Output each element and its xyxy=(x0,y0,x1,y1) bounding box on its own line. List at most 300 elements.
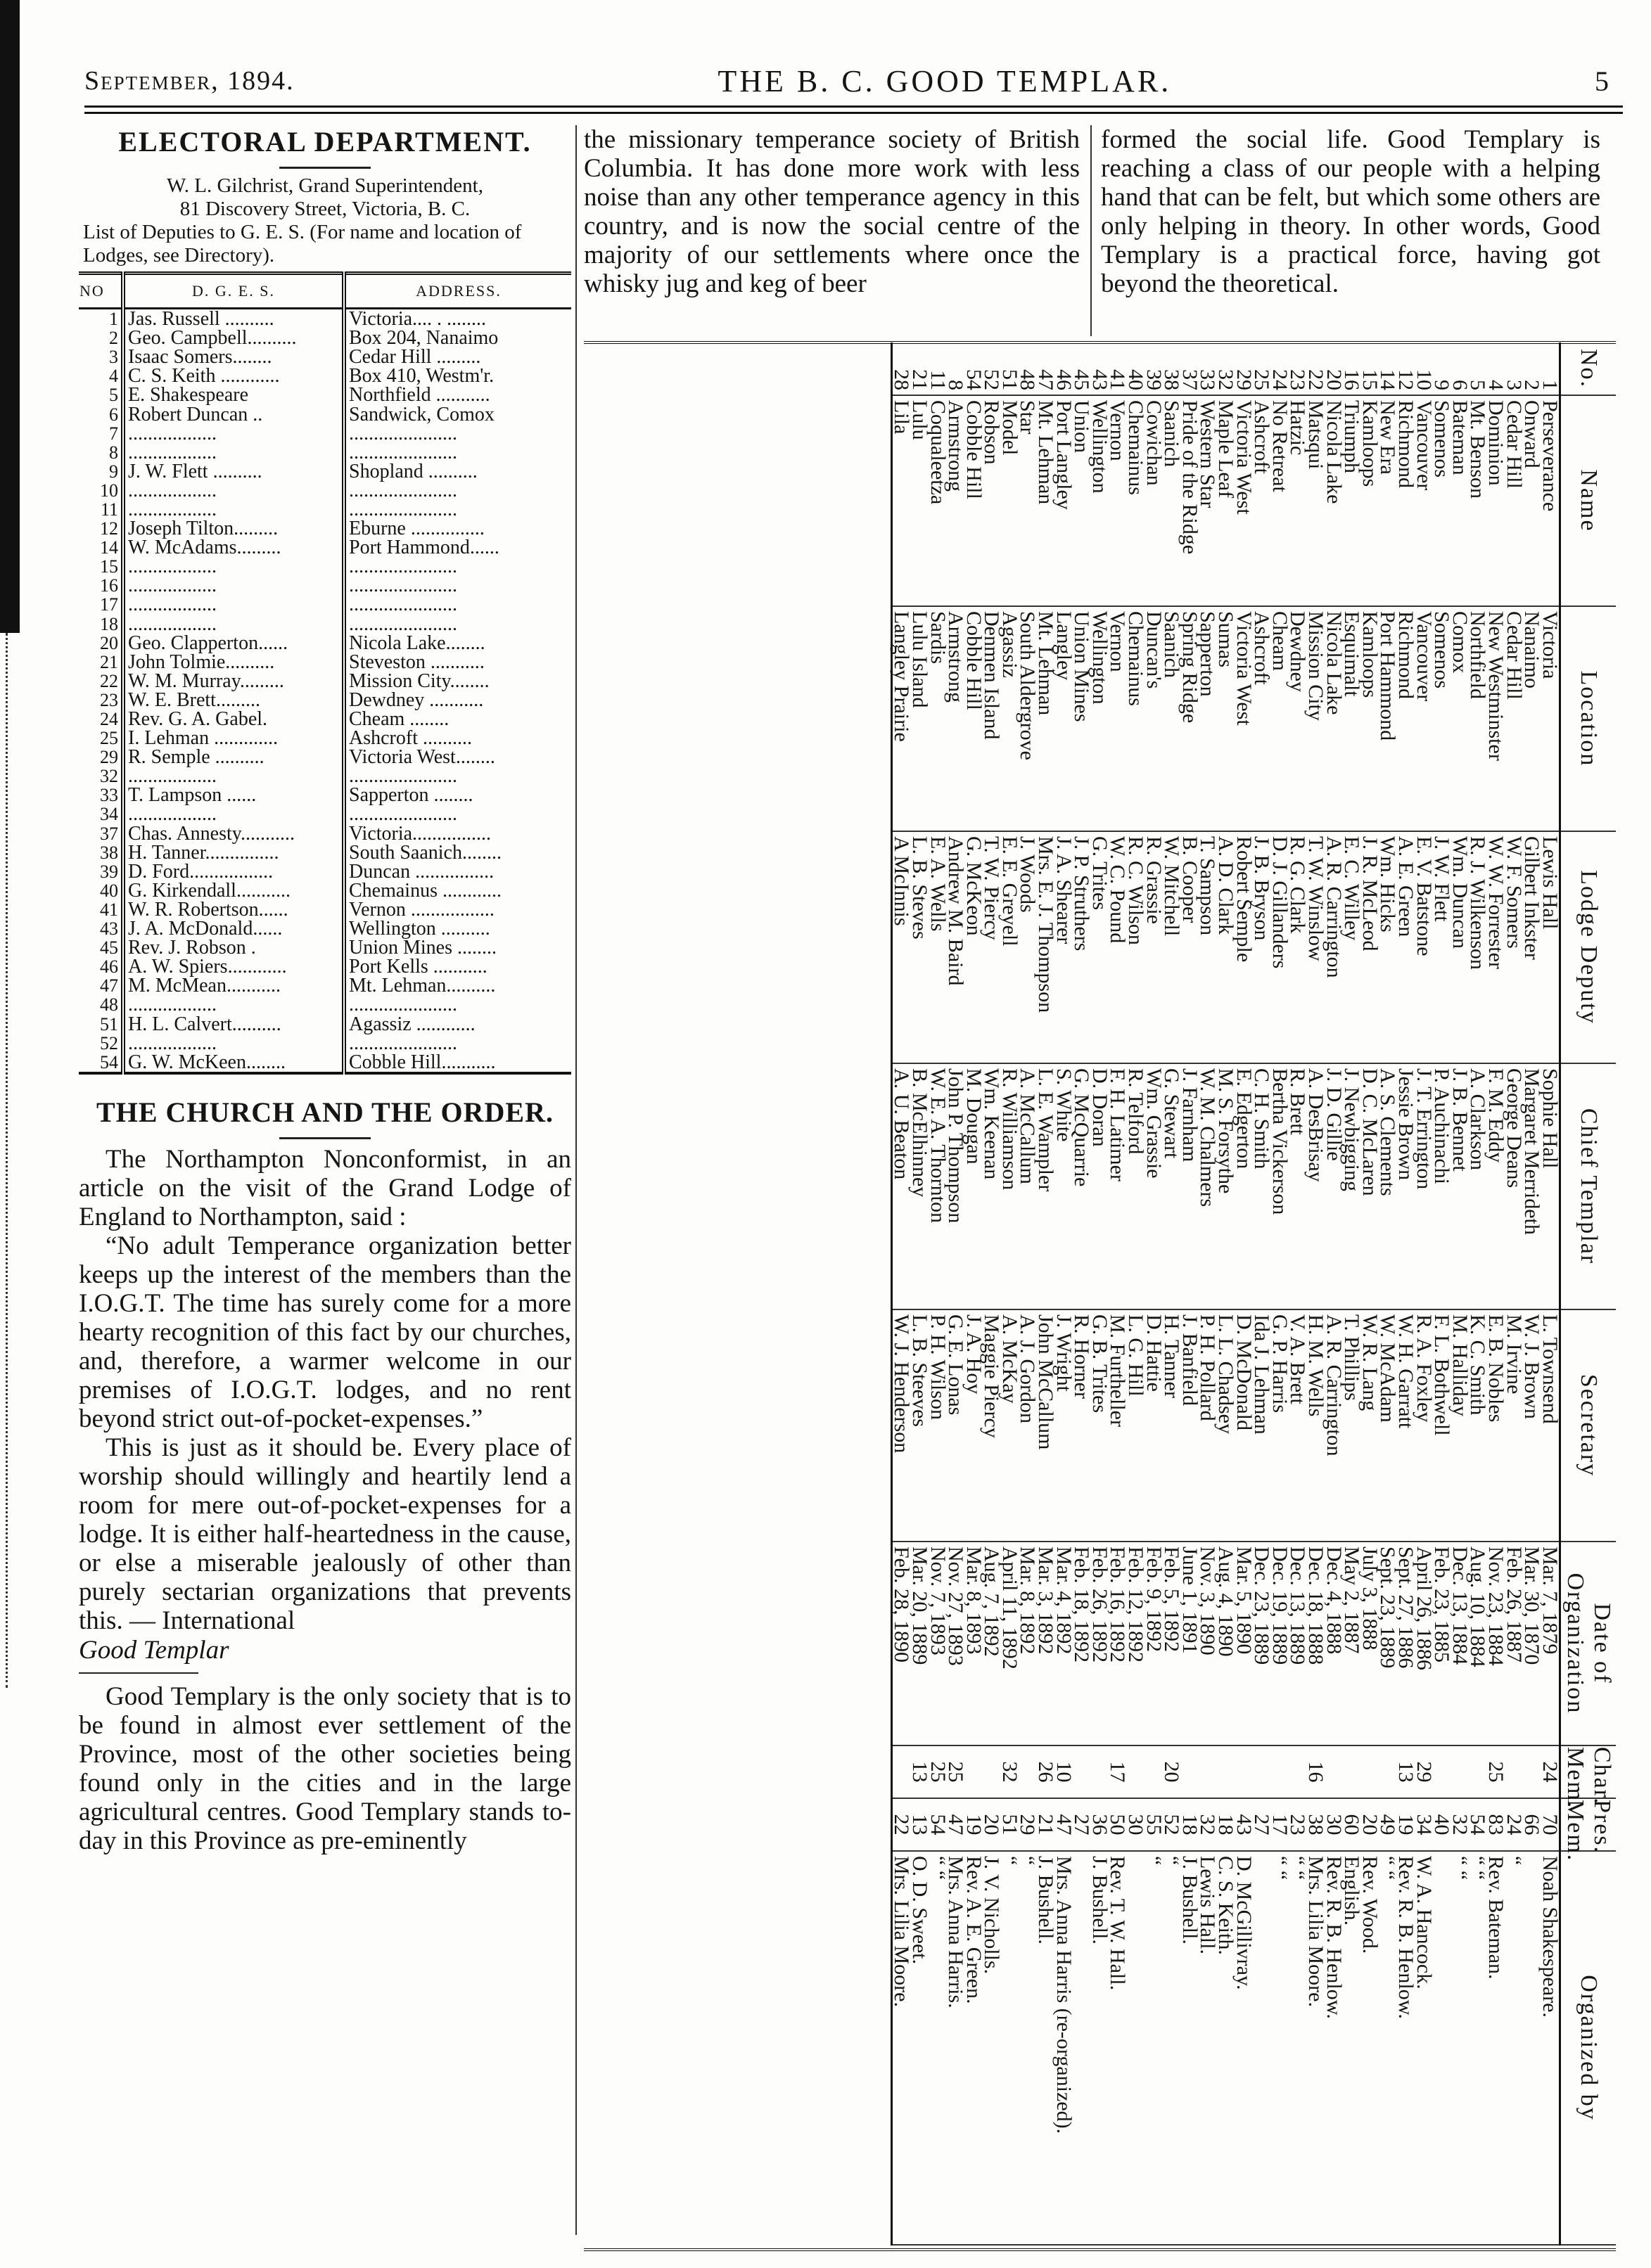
deputy-number: 41 xyxy=(79,900,123,919)
organization-date: Dec. 18, 1888 xyxy=(1307,1542,1325,1745)
deputy-number: 2 xyxy=(79,328,123,347)
lodge-deputy: B. Cooper xyxy=(1181,831,1199,1063)
lodge-row xyxy=(1415,342,1433,2245)
lodge-name: Triumph xyxy=(1343,395,1361,606)
deputy-row xyxy=(79,748,571,767)
deputy-address: Chemainus ............ xyxy=(349,879,502,902)
deputy-address: ...................... xyxy=(349,556,457,578)
secretary: R. Horner xyxy=(1073,1309,1091,1542)
deputy-row xyxy=(79,1034,571,1053)
deputy-row xyxy=(79,557,571,576)
present-members: 51 xyxy=(1001,1798,1019,1851)
organization-date: Feb. 12, 1892 xyxy=(1127,1542,1145,1745)
chief-templar: A. Clarkson xyxy=(1469,1063,1487,1309)
chief-templar: J. B. Bennet xyxy=(1451,1063,1469,1309)
organized-by: W. A. Hancock. xyxy=(1415,1851,1433,2245)
organized-by xyxy=(1127,1851,1145,2245)
charter-members xyxy=(1253,1745,1271,1798)
lodge-row xyxy=(1127,342,1145,2245)
deputy-address: ...................... xyxy=(349,594,457,616)
chief-templar: Sophie Hall xyxy=(1541,1063,1560,1309)
lodge-row xyxy=(1325,342,1343,2245)
chief-templar: D. Doran xyxy=(1091,1063,1109,1309)
lodge-location: Kamloops xyxy=(1360,606,1379,831)
deputy-name: .................. xyxy=(123,557,344,576)
deputy-address: Cobble Hill........... xyxy=(344,1053,571,1073)
deputy-number: 16 xyxy=(79,576,123,595)
charter-members: 26 xyxy=(1037,1745,1055,1798)
lodge-directory-rotated xyxy=(585,342,1616,2245)
chief-templar: J. Farnham xyxy=(1181,1063,1199,1309)
present-members: 22 xyxy=(892,1798,911,1851)
deputies-note: List of Deputies to G. E. S. (For name and location of Lodges, see Directory). xyxy=(83,221,522,267)
lodge-row xyxy=(1181,342,1199,2245)
deputy-number: 18 xyxy=(79,615,123,634)
deputies-table xyxy=(79,271,571,1075)
chief-templar: R. Telford xyxy=(1127,1063,1145,1309)
charter-members: 32 xyxy=(1001,1745,1019,1798)
organized-by xyxy=(1433,1851,1451,2245)
deputy-row xyxy=(79,519,571,538)
lodge-location: Richmond xyxy=(1397,606,1415,831)
deputy-name: W. E. Brett......... xyxy=(123,691,344,710)
organized-by: “ xyxy=(1001,1851,1019,2245)
secretary: A. R. Carrington xyxy=(1325,1309,1343,1542)
charter-members xyxy=(1199,1745,1217,1798)
organized-by: “ xyxy=(1145,1851,1163,2245)
lodge-location: Nicola Lake xyxy=(1325,606,1343,831)
organization-date: Dec. 13, 1889 xyxy=(1289,1542,1307,1745)
lodge-location: Vancouver xyxy=(1415,606,1433,831)
deputy-number: 38 xyxy=(79,843,123,862)
deputy-number: 48 xyxy=(79,995,123,1014)
present-members: 19 xyxy=(1397,1798,1415,1851)
deputy-address: Mt. Lehman.......... xyxy=(349,975,496,997)
deputy-name: .................. xyxy=(123,805,344,824)
present-members: 60 xyxy=(1343,1798,1361,1851)
lodge-name: Maple Leaf xyxy=(1217,395,1235,606)
organized-by xyxy=(1253,1851,1271,2245)
deputy-number: 40 xyxy=(79,881,123,900)
deputy-number: 9 xyxy=(79,462,123,481)
chief-templar: R. Williamson xyxy=(1001,1063,1019,1309)
organization-date: Feb. 9, 1892 xyxy=(1145,1542,1163,1745)
organized-by: O. D. Sweet. xyxy=(911,1851,929,2245)
lodge-deputy: G. Trites xyxy=(1091,831,1109,1063)
charter-members xyxy=(1325,1745,1343,1798)
present-members: 20 xyxy=(1360,1798,1379,1851)
lodge-deputy: E. V. Batstone xyxy=(1415,831,1433,1063)
lodge-location: Spring Ridge xyxy=(1181,606,1199,831)
page-number: 5 xyxy=(1594,65,1609,97)
deputy-name: .................. xyxy=(123,443,344,462)
present-members: 21 xyxy=(1037,1798,1055,1851)
secretary: P. H. Pollard xyxy=(1199,1309,1217,1542)
deputy-number: 23 xyxy=(79,691,123,710)
organized-by: “ “ xyxy=(1379,1851,1397,2245)
deputy-number: 34 xyxy=(79,805,123,824)
deputy-address: Cedar Hill ......... xyxy=(349,346,481,369)
lodge-row xyxy=(1073,342,1091,2245)
lodge-name: No Retreat xyxy=(1271,395,1289,606)
page-header xyxy=(84,56,1609,105)
lodge-number: 20 xyxy=(1325,342,1343,395)
deputy-name: E. Shakespeare xyxy=(123,385,344,404)
deputy-address: Victoria.... . ........ xyxy=(349,308,487,331)
lodge-col-header: Secretary xyxy=(1560,1309,1617,1542)
present-members: 20 xyxy=(983,1798,1001,1851)
deputy-address: Duncan ................ xyxy=(349,860,495,883)
deputy-number: 4 xyxy=(79,366,123,385)
deputy-row xyxy=(79,710,571,729)
organization-date: Mar. 8, 1892 xyxy=(1019,1542,1037,1745)
lodge-name: Mt. Benson xyxy=(1469,395,1487,606)
lodge-deputy: A McInnis xyxy=(892,831,911,1063)
lodge-location: Sumas xyxy=(1217,606,1235,831)
lodge-name: Kamloops xyxy=(1360,395,1379,606)
deputy-name: .................. xyxy=(123,995,344,1014)
lodge-number: 54 xyxy=(964,342,983,395)
lodge-name: Dominion xyxy=(1487,395,1505,606)
deputy-row xyxy=(79,843,571,862)
organized-by: “ “ xyxy=(1469,1851,1487,2245)
present-members: 27 xyxy=(1253,1798,1271,1851)
lodge-row xyxy=(1360,342,1379,2245)
deputy-address: ...................... xyxy=(349,803,457,826)
secretary: W. J. Henderson xyxy=(892,1309,911,1542)
lodge-location: Victoria West xyxy=(1235,606,1253,831)
organization-date: Feb. 18, 1892 xyxy=(1073,1542,1091,1745)
deputy-address: ...................... xyxy=(349,498,457,520)
deputy-address: Ashcroft .......... xyxy=(349,727,472,750)
present-members: 30 xyxy=(1127,1798,1145,1851)
chief-templar: C. H. Smith xyxy=(1253,1063,1271,1309)
organization-date: Nov. 3, 1890 xyxy=(1199,1542,1217,1745)
deputy-row xyxy=(79,672,571,691)
chief-templar: A. DesBrisay xyxy=(1307,1063,1325,1309)
deputy-row xyxy=(79,500,571,519)
chief-templar: W. M. Chalmers xyxy=(1199,1063,1217,1309)
deputy-address: ...................... xyxy=(349,613,457,635)
present-members: 40 xyxy=(1433,1798,1451,1851)
lodge-name: Pride of the Ridge xyxy=(1181,395,1199,606)
lodge-name: Armstrong xyxy=(947,395,965,606)
lodge-deputy: Mrs. E. J. Thompson xyxy=(1037,831,1055,1063)
lodge-col-header: Date of Organization xyxy=(1560,1542,1617,1745)
secretary: L. G. Hill xyxy=(1127,1309,1145,1542)
chief-templar: D. C. McLaren xyxy=(1360,1063,1379,1309)
lodge-name: Nicola Lake xyxy=(1325,395,1343,606)
deputy-number: 43 xyxy=(79,919,123,938)
deputy-number: 12 xyxy=(79,519,123,538)
organized-by: Rev. A. E. Green. xyxy=(964,1851,983,2245)
charter-members: 13 xyxy=(1397,1745,1415,1798)
column-rule-left xyxy=(575,125,577,2235)
lodge-location: Lulu Island xyxy=(911,606,929,831)
deputy-address: Union Mines ........ xyxy=(349,937,497,959)
lodge-location: Armstrong xyxy=(947,606,965,831)
present-members: 29 xyxy=(1019,1798,1037,1851)
chief-templar: L. E. Wampler xyxy=(1037,1063,1055,1309)
deputy-name: G. W. McKeen........ xyxy=(123,1053,344,1073)
lodge-name: Lila xyxy=(892,395,911,606)
deputy-number: 11 xyxy=(79,500,123,519)
chief-templar: M. Dougan xyxy=(964,1063,983,1309)
lodge-deputy: T. Sampson xyxy=(1199,831,1217,1063)
lodge-name: Richmond xyxy=(1397,395,1415,606)
deputy-name: W. M. Murray......... xyxy=(123,672,344,691)
lodge-name: Saanich xyxy=(1163,395,1181,606)
lodge-row xyxy=(911,342,929,2245)
deputy-number: 46 xyxy=(79,957,123,976)
lodge-deputy: T. W. Piercy xyxy=(983,831,1001,1063)
lodge-col-header: No. xyxy=(1560,342,1617,395)
deputy-row xyxy=(79,900,571,919)
lodge-row xyxy=(1433,342,1451,2245)
deputy-row xyxy=(79,347,571,366)
secretary: G. P. Harris xyxy=(1271,1309,1289,1542)
present-members: 36 xyxy=(1091,1798,1109,1851)
deputy-row xyxy=(79,786,571,805)
deputy-row xyxy=(79,1053,571,1073)
lodge-number: 10 xyxy=(1415,342,1433,395)
deputy-number: 45 xyxy=(79,938,123,957)
left-column xyxy=(79,125,571,2235)
lodge-table xyxy=(891,342,1616,2245)
organized-by: Mrs. Anna Harris. xyxy=(947,1851,965,2245)
lodge-number: 23 xyxy=(1289,342,1307,395)
secretary: Ida J. Lehman xyxy=(1253,1309,1271,1542)
lodge-number: 2 xyxy=(1523,342,1541,395)
chief-templar: B. McElhinney xyxy=(911,1063,929,1309)
deputy-number: 3 xyxy=(79,347,123,366)
secretary: H. M. Wells xyxy=(1307,1309,1325,1542)
deputy-name: T. Lampson ...... xyxy=(123,786,344,805)
lodge-name: Ashcroft xyxy=(1253,395,1271,606)
lodge-deputy: E. A. Wells xyxy=(929,831,947,1063)
deputy-number: 22 xyxy=(79,672,123,691)
charter-members: 25 xyxy=(929,1745,947,1798)
deputy-address: ...................... xyxy=(349,441,457,463)
deputy-name: W. R. Robertson...... xyxy=(123,900,344,919)
organization-date: Mar. 8, 1893 xyxy=(964,1542,983,1745)
lodge-location: Esquimalt xyxy=(1343,606,1361,831)
deputy-name: I. Lehman ............. xyxy=(123,729,344,748)
lodge-number: 15 xyxy=(1360,342,1379,395)
deputy-address: Shopland .......... xyxy=(349,460,478,482)
lodge-location: Mt. Lehman xyxy=(1037,606,1055,831)
present-members: 54 xyxy=(929,1798,947,1851)
secretary: L. Townsend xyxy=(1541,1309,1560,1542)
lodge-number: 43 xyxy=(1091,342,1109,395)
deputy-number: 14 xyxy=(79,538,123,557)
organized-by: “ xyxy=(1019,1851,1037,2245)
deputy-address: Box 410, Westm'r. xyxy=(349,365,495,387)
chief-templar: F. M. Eddy xyxy=(1487,1063,1505,1309)
present-members: 49 xyxy=(1379,1798,1397,1851)
organization-date: Dec. 4, 1888 xyxy=(1325,1542,1343,1745)
lodge-row xyxy=(964,342,983,2245)
deputy-name: .................. xyxy=(123,595,344,614)
secretary: A. McKay xyxy=(1001,1309,1019,1542)
organization-date: Mar. 30, 1870 xyxy=(1523,1542,1541,1745)
deputies-col-no: NO xyxy=(79,274,123,309)
deputy-address: Agassiz ............ xyxy=(349,1013,476,1035)
lodge-number: 21 xyxy=(911,342,929,395)
lodge-deputy: J. R. McLeod xyxy=(1360,831,1379,1063)
deputy-row xyxy=(79,805,571,824)
lodge-name: Cedar Hill xyxy=(1505,395,1523,606)
deputy-name: G. Kirkendall........... xyxy=(123,881,344,900)
organization-date: Dec. 23, 1889 xyxy=(1253,1542,1271,1745)
present-members: 54 xyxy=(1469,1798,1487,1851)
lodge-row xyxy=(1163,342,1181,2245)
organization-date: Aug. 10, 1884 xyxy=(1469,1542,1487,1745)
charter-members: 24 xyxy=(1541,1745,1560,1798)
church-quote: “No adult Temperance organization better keeps up the interest of the members than the I.O.G.T. The time has surely come for a more hearty recognition of this fact by our churches, and, therefore, a warmer welcome in our premises of I.O.G.T. lodges, and no rent beyond strict out-of-pocket-expenses.” xyxy=(79,1231,571,1433)
organized-by: D. McGillivray. xyxy=(1235,1851,1253,2245)
deputy-number: 29 xyxy=(79,748,123,767)
secretary: R. A. Foxley xyxy=(1415,1309,1433,1542)
lodge-number: 4 xyxy=(1487,342,1505,395)
secretary: J. Banfield xyxy=(1181,1309,1199,1542)
chief-templar: Jessie Brown xyxy=(1397,1063,1415,1309)
lodge-deputy: D. J. Gillanders xyxy=(1271,831,1289,1063)
organization-date: Mar. 5, 1890 xyxy=(1235,1542,1253,1745)
lodge-number: 40 xyxy=(1127,342,1145,395)
organization-date: April 26, 1886 xyxy=(1415,1542,1433,1745)
organized-by: J. Bushell. xyxy=(1181,1851,1199,2245)
organized-by: J. Bushell. xyxy=(1091,1851,1109,2245)
secretary: H. Tanner xyxy=(1163,1309,1181,1542)
deputies-col-address: ADDRESS. xyxy=(344,274,571,309)
lodge-deputy: R. C. Wilson xyxy=(1127,831,1145,1063)
deputy-name: .................. xyxy=(123,767,344,786)
organization-date: Nov. 23, 1884 xyxy=(1487,1542,1505,1745)
deputy-address: Vernon ................. xyxy=(349,898,495,921)
church-paragraph-1: The Northampton Nonconformist, in an article on the visit of the Grand Lodge of England to Northampton, said : xyxy=(79,1144,571,1231)
lodge-name: Bateman xyxy=(1451,395,1469,606)
lodge-deputy: W. Mitchell xyxy=(1163,831,1181,1063)
lodge-location: Duncan's xyxy=(1145,606,1163,831)
secretary: J. A. Hoy xyxy=(964,1309,983,1542)
chief-templar: W. E. A. Thornton xyxy=(929,1063,947,1309)
charter-members xyxy=(1360,1745,1379,1798)
deputy-row xyxy=(79,1014,571,1033)
present-members: 47 xyxy=(1054,1798,1073,1851)
organization-date: May 2, 1887 xyxy=(1343,1542,1361,1745)
lodge-deputy: A. R. Carrington xyxy=(1325,831,1343,1063)
lodge-number: 8 xyxy=(947,342,965,395)
lodge-col-header: Organized by xyxy=(1560,1851,1617,2245)
present-members: 13 xyxy=(911,1798,929,1851)
lodge-name: Robson xyxy=(983,395,1001,606)
lodge-location: Union Mines xyxy=(1073,606,1091,831)
lodge-number: 46 xyxy=(1054,342,1073,395)
chief-templar: E. Edgerton xyxy=(1235,1063,1253,1309)
lodge-row xyxy=(892,342,911,2245)
present-members: 24 xyxy=(1505,1798,1523,1851)
deputy-address: Sandwick, Comox xyxy=(349,403,495,425)
lodge-number: 32 xyxy=(1217,342,1235,395)
deputy-address: South Saanich........ xyxy=(349,841,502,864)
lodge-location: Langley Prairie xyxy=(892,606,911,831)
deputies-col-dges: D. G. E. S. xyxy=(123,274,344,309)
right-column-text: formed the social life. Good Templary is reaching a class of our people with a helping hand that can be felt, but which some others are only helping in theory. In other words, Good Templary is a practical force, having got beyond the theoretical. xyxy=(1101,125,1600,298)
lodge-deputy: J. W. Flett xyxy=(1433,831,1451,1063)
lodge-deputy: A. E. Green xyxy=(1397,831,1415,1063)
deputy-row xyxy=(79,767,571,786)
deputy-name: .................. xyxy=(123,424,344,443)
deputy-number: 10 xyxy=(79,481,123,500)
lodge-row xyxy=(1145,342,1163,2245)
deputy-row xyxy=(79,976,571,995)
chief-templar: A. S. Clements xyxy=(1379,1063,1397,1309)
deputy-address: Northfield ........... xyxy=(349,384,490,406)
lodge-deputy: J. Woods xyxy=(1019,831,1037,1063)
lodge-number: 29 xyxy=(1235,342,1253,395)
lodge-row xyxy=(1019,342,1037,2245)
lodge-name: Star xyxy=(1019,395,1037,606)
deputy-row xyxy=(79,919,571,938)
deputy-row xyxy=(79,462,571,481)
deputy-address: Nicola Lake........ xyxy=(349,632,485,654)
lodge-number: 25 xyxy=(1253,342,1271,395)
chief-templar: John P. Thompson xyxy=(947,1063,965,1309)
lodge-directory xyxy=(585,342,1616,2245)
lodge-row xyxy=(1397,342,1415,2245)
secretary: W. McAdam xyxy=(1379,1309,1397,1542)
lodge-deputy: E. C. Willey xyxy=(1343,831,1361,1063)
newspaper-title: THE B. C. GOOD TEMPLAR. xyxy=(718,63,1172,98)
deputy-row xyxy=(79,824,571,843)
lodge-number: 14 xyxy=(1379,342,1397,395)
organized-by: Mrs. Lilia Moore. xyxy=(1307,1851,1325,2245)
lodge-col-header: Location xyxy=(1560,606,1617,831)
lodge-number: 1 xyxy=(1541,342,1560,395)
church-dash xyxy=(279,1137,371,1139)
deputy-address: ...................... xyxy=(349,994,457,1016)
present-members: 50 xyxy=(1109,1798,1127,1851)
organization-date: Dec. 13, 1884 xyxy=(1451,1542,1469,1745)
lodge-header-row xyxy=(1560,342,1617,2245)
lodge-number: 16 xyxy=(1343,342,1361,395)
lodge-deputy: W. C. Pound xyxy=(1109,831,1127,1063)
lodge-deputy: J. B. Bryson xyxy=(1253,831,1271,1063)
lodge-row xyxy=(1271,342,1289,2245)
deputy-number: 54 xyxy=(79,1053,123,1073)
lodge-deputy: A. D. Clark xyxy=(1217,831,1235,1063)
lodge-number: 38 xyxy=(1163,342,1181,395)
chief-templar: A. U. Beaton xyxy=(892,1063,911,1309)
lodge-number: 41 xyxy=(1109,342,1127,395)
secretary: W. H. Garratt xyxy=(1397,1309,1415,1542)
lodge-deputy: R. J. Wilkenson xyxy=(1469,831,1487,1063)
organized-by: Mrs. Lilia Moore. xyxy=(892,1851,911,2245)
secretary: A. J. Gordon xyxy=(1019,1309,1037,1542)
deputy-address: Wellington .......... xyxy=(349,918,490,940)
organization-date: July 3, 1888 xyxy=(1360,1542,1379,1745)
deputy-address: ...................... xyxy=(349,422,457,444)
chief-templar: S. White xyxy=(1054,1063,1073,1309)
lodge-name: Model xyxy=(1001,395,1019,606)
organized-by: “ “ xyxy=(1289,1851,1307,2245)
lodge-number: 47 xyxy=(1037,342,1055,395)
charter-members: 20 xyxy=(1163,1745,1181,1798)
lodge-location: Northfield xyxy=(1469,606,1487,831)
lodge-name: Mt. Lehman xyxy=(1037,395,1055,606)
lodge-row xyxy=(1307,342,1325,2245)
